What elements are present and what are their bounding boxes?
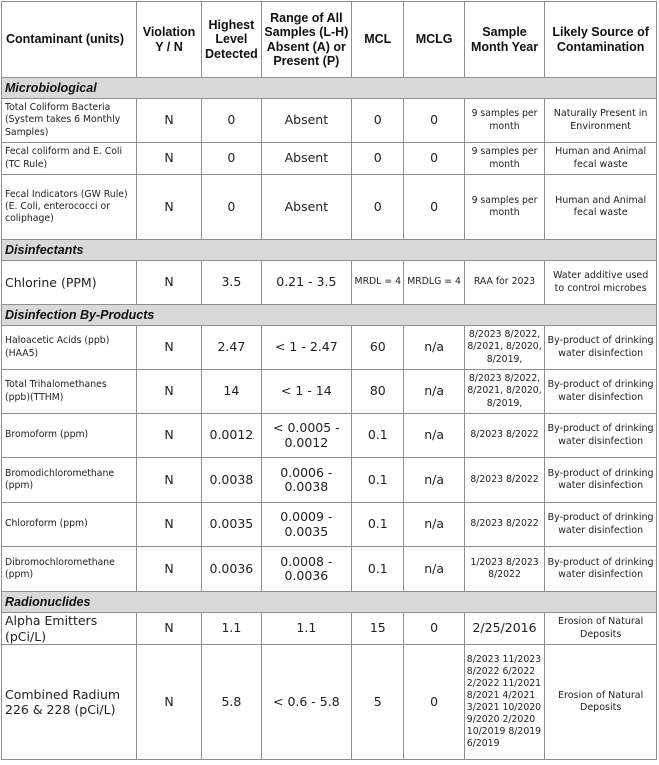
- header-highest-level: Highest Level Detected: [202, 2, 261, 78]
- table-row: [2, 326, 657, 370]
- source-cell: Erosion of Natural Deposits: [545, 645, 657, 760]
- header-mclg: MCLG: [404, 2, 464, 78]
- mclg-cell: n/a: [404, 458, 464, 503]
- range-cell: 0.0009 - 0.0035: [261, 503, 352, 547]
- range-cell: 0.21 - 3.5: [261, 261, 352, 305]
- range-cell: Absent: [261, 99, 352, 143]
- range-cell: < 0.0005 - 0.0012: [261, 414, 352, 458]
- sample-date-cell: 8/2023 8/2022, 8/2021, 8/2020, 8/2019,: [464, 370, 544, 414]
- range-cell: 0.0006 - 0.0038: [261, 458, 352, 503]
- contaminant-name: Bromodichloromethane (ppm): [2, 458, 137, 503]
- section-row-radionuclides: [2, 592, 657, 613]
- section-row-microbiological: [2, 78, 657, 99]
- header-contaminant: Contaminant (units): [2, 2, 137, 78]
- violation-cell: N: [136, 326, 201, 370]
- sample-date-cell: 9 samples per month: [464, 175, 544, 240]
- header-mcl: MCL: [352, 2, 404, 78]
- mcl-cell: 0.1: [352, 458, 404, 503]
- contaminant-name: Total Coliform Bacteria (System takes 6 Monthly Samples): [2, 99, 137, 143]
- violation-cell: N: [136, 503, 201, 547]
- sample-date-cell: 9 samples per month: [464, 143, 544, 175]
- sample-date-cell: 1/2023 8/2023 8/2022: [464, 547, 544, 592]
- source-cell: By-product of drinking water disinfection: [545, 414, 657, 458]
- sample-date-cell: 8/2023 8/2022: [464, 503, 544, 547]
- highest-level-cell: 2.47: [202, 326, 261, 370]
- range-cell: < 1 - 2.47: [261, 326, 352, 370]
- source-cell: Erosion of Natural Deposits: [545, 613, 657, 645]
- highest-level-cell: 0: [202, 99, 261, 143]
- source-cell: Human and Animal fecal waste: [545, 143, 657, 175]
- mclg-cell: n/a: [404, 326, 464, 370]
- range-cell: Absent: [261, 143, 352, 175]
- table-row: [2, 99, 657, 143]
- mcl-cell: 0.1: [352, 414, 404, 458]
- mcl-cell: 0: [352, 143, 404, 175]
- contaminant-name: Alpha Emitters (pCi/L): [2, 613, 137, 645]
- table-row: [2, 261, 657, 305]
- violation-cell: N: [136, 143, 201, 175]
- highest-level-cell: 0: [202, 143, 261, 175]
- highest-level-cell: 0: [202, 175, 261, 240]
- highest-level-cell: 0.0038: [202, 458, 261, 503]
- sample-date-cell: 8/2023 8/2022: [464, 458, 544, 503]
- sample-date-cell: RAA for 2023: [464, 261, 544, 305]
- source-cell: By-product of drinking water disinfection: [545, 503, 657, 547]
- table-row: [2, 645, 657, 760]
- highest-level-cell: 0.0035: [202, 503, 261, 547]
- header-range: Range of All Samples (L-H) Absent (A) or Present (P): [261, 2, 352, 78]
- mclg-cell: n/a: [404, 414, 464, 458]
- contaminant-name: Total Trihalomethanes (ppb)(TTHM): [2, 370, 137, 414]
- table-row: [2, 458, 657, 503]
- mclg-cell: MRDLG = 4: [404, 261, 464, 305]
- source-cell: Water additive used to control microbes: [545, 261, 657, 305]
- source-cell: By-product of drinking water disinfection: [545, 547, 657, 592]
- mclg-cell: n/a: [404, 503, 464, 547]
- sample-date-cell: 9 samples per month: [464, 99, 544, 143]
- mcl-cell: 60: [352, 326, 404, 370]
- mcl-cell: 0: [352, 175, 404, 240]
- violation-cell: N: [136, 414, 201, 458]
- source-cell: Naturally Present in Environment: [545, 99, 657, 143]
- contaminant-name: Combined Radium 226 & 228 (pCi/L): [2, 645, 137, 760]
- violation-cell: N: [136, 261, 201, 305]
- sample-date-cell: 8/2023 8/2022, 8/2021, 8/2020, 8/2019,: [464, 326, 544, 370]
- sample-date-cell: 8/2023 8/2022: [464, 414, 544, 458]
- violation-cell: N: [136, 458, 201, 503]
- header-violation: Violation Y / N: [136, 2, 201, 78]
- mclg-cell: 0: [404, 99, 464, 143]
- violation-cell: N: [136, 370, 201, 414]
- contaminant-name: Chlorine (PPM): [2, 261, 137, 305]
- sample-date-cell: 2/25/2016: [464, 613, 544, 645]
- range-cell: < 1 - 14: [261, 370, 352, 414]
- highest-level-cell: 0.0012: [202, 414, 261, 458]
- contaminant-name: Bromoform (ppm): [2, 414, 137, 458]
- contaminant-name: Dibromochloromethane (ppm): [2, 547, 137, 592]
- highest-level-cell: 5.8: [202, 645, 261, 760]
- table-row: [2, 143, 657, 175]
- mcl-cell: 15: [352, 613, 404, 645]
- table-row: [2, 503, 657, 547]
- violation-cell: N: [136, 547, 201, 592]
- highest-level-cell: 14: [202, 370, 261, 414]
- contaminant-name: Fecal Indicators (GW Rule) (E. Coli, enterococci or coliphage): [2, 175, 137, 240]
- table-row: [2, 613, 657, 645]
- table-row: [2, 175, 657, 240]
- violation-cell: N: [136, 645, 201, 760]
- mcl-cell: MRDL = 4: [352, 261, 404, 305]
- mcl-cell: 0: [352, 99, 404, 143]
- contaminant-name: Haloacetic Acids (ppb)(HAA5): [2, 326, 137, 370]
- range-cell: 0.0008 - 0.0036: [261, 547, 352, 592]
- source-cell: By-product of drinking water disinfection: [545, 370, 657, 414]
- mclg-cell: 0: [404, 613, 464, 645]
- highest-level-cell: 3.5: [202, 261, 261, 305]
- section-row-byproducts: [2, 305, 657, 326]
- header-sample-date: Sample Month Year: [464, 2, 544, 78]
- violation-cell: N: [136, 99, 201, 143]
- section-label: Microbiological: [2, 78, 657, 99]
- section-label: Disinfection By-Products: [2, 305, 657, 326]
- section-label: Disinfectants: [2, 240, 657, 261]
- section-row-disinfectants: [2, 240, 657, 261]
- table-row: [2, 547, 657, 592]
- mclg-cell: n/a: [404, 547, 464, 592]
- highest-level-cell: 0.0036: [202, 547, 261, 592]
- mcl-cell: 80: [352, 370, 404, 414]
- header-source: Likely Source of Contamination: [545, 2, 657, 78]
- highest-level-cell: 1.1: [202, 613, 261, 645]
- mclg-cell: 0: [404, 175, 464, 240]
- table-row: [2, 414, 657, 458]
- section-label: Radionuclides: [2, 592, 657, 613]
- source-cell: By-product of drinking water disinfection: [545, 458, 657, 503]
- violation-cell: N: [136, 613, 201, 645]
- sample-date-cell: 8/2023 11/2023 8/2022 6/2022 2/2022 11/2021 8/2021 4/2021 3/2021 10/2020 9/2020 2/2020 10/2019 8/2019 6/2019: [464, 645, 544, 760]
- header-row: [2, 2, 657, 78]
- contaminant-name: Chloroform (ppm): [2, 503, 137, 547]
- range-cell: 1.1: [261, 613, 352, 645]
- mclg-cell: 0: [404, 645, 464, 760]
- contaminant-name: Fecal coliform and E. Coli (TC Rule): [2, 143, 137, 175]
- mclg-cell: 0: [404, 143, 464, 175]
- mcl-cell: 0.1: [352, 547, 404, 592]
- range-cell: < 0.6 - 5.8: [261, 645, 352, 760]
- mclg-cell: n/a: [404, 370, 464, 414]
- source-cell: Human and Animal fecal waste: [545, 175, 657, 240]
- violation-cell: N: [136, 175, 201, 240]
- mcl-cell: 5: [352, 645, 404, 760]
- mcl-cell: 0.1: [352, 503, 404, 547]
- table-row: [2, 370, 657, 414]
- source-cell: By-product of drinking water disinfection: [545, 326, 657, 370]
- range-cell: Absent: [261, 175, 352, 240]
- contaminant-table: [1, 1, 657, 760]
